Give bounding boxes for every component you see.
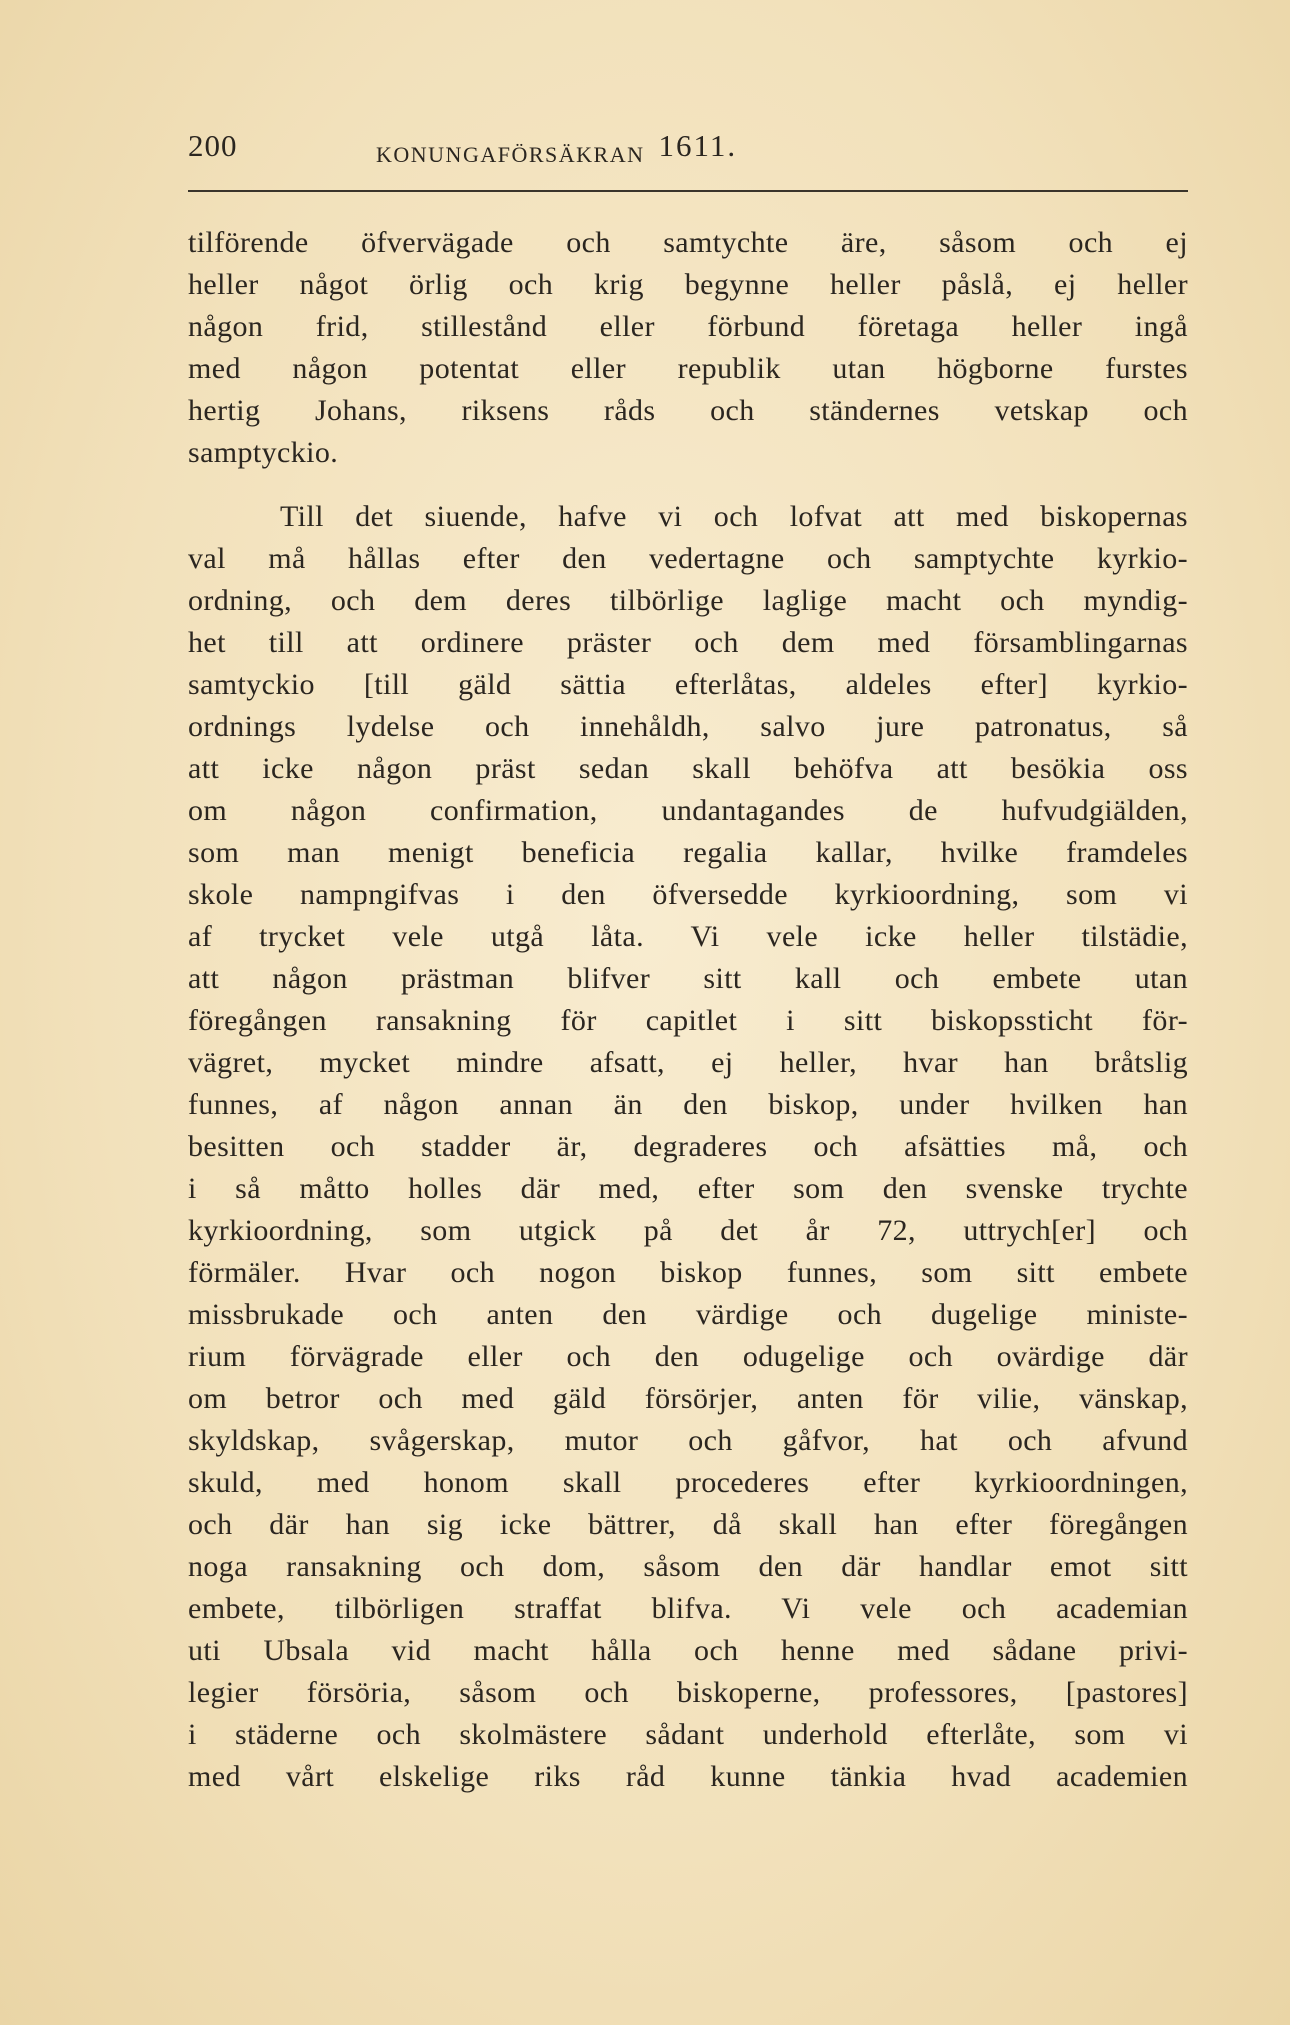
text-line: om betror och med gäld försörjer, anten för vilie, vänskap, xyxy=(188,1382,1188,1415)
text-line: het till att ordinere präster och dem med församblingarnas xyxy=(188,626,1188,659)
text-line: hertig Johans, riksens råds och ständernes vetskap och xyxy=(188,394,1188,427)
paragraph-gap xyxy=(188,474,1188,496)
text-line: skole nampngifvas i den öfversedde kyrkioordning, som vi xyxy=(188,878,1188,911)
text-line: missbrukade och anten den värdige och dugelige ministe- xyxy=(188,1298,1188,1331)
text-line: samptyckio. xyxy=(188,436,339,469)
running-title-year: 1611. xyxy=(658,128,738,163)
text-line: uti Ubsala vid macht hålla och henne med sådane privi- xyxy=(188,1634,1188,1667)
text-line: om någon confirmation, undantagandes de hufvudgiälden, xyxy=(188,794,1188,827)
running-title xyxy=(376,128,738,170)
body-text xyxy=(188,222,1188,1798)
text-line: samtyckio [till gäld sättia efterlåtas, aldeles efter] kyrkio- xyxy=(188,668,1188,701)
text-line: Till det siuende, hafve vi och lofvat att med biskopernas xyxy=(280,500,1188,533)
text-line: heller något örlig och krig begynne heller påslå, ej heller xyxy=(188,268,1188,301)
text-line: vägret, mycket mindre afsatt, ej heller, hvar han bråtslig xyxy=(188,1046,1188,1079)
text-line: rium förvägrade eller och den odugelige och ovärdige där xyxy=(188,1340,1188,1373)
text-line: noga ransakning och dom, såsom den där handlar emot sitt xyxy=(188,1550,1188,1583)
paragraph-1 xyxy=(188,222,1188,474)
text-line: skyldskap, svågerskap, mutor och gåfvor, hat och afvund xyxy=(188,1424,1188,1457)
text-line: föregången ransakning för capitlet i sitt biskopssticht för- xyxy=(188,1004,1188,1037)
text-line: i så måtto holles där med, efter som den svenske trychte xyxy=(188,1172,1188,1205)
text-line: embete, tilbörligen straffat blifva. Vi vele och academian xyxy=(188,1592,1188,1625)
text-line: skuld, med honom skall procederes efter kyrkioordningen, xyxy=(188,1466,1188,1499)
text-line: med någon potentat eller republik utan högborne furstes xyxy=(188,352,1188,385)
text-line: funnes, af någon annan än den biskop, under hvilken han xyxy=(188,1088,1188,1121)
text-line: att icke någon präst sedan skall behöfva att besökia oss xyxy=(188,752,1188,785)
paragraph-2 xyxy=(188,496,1188,1798)
text-line: legier försöria, såsom och biskoperne, professores, [pastores] xyxy=(188,1676,1188,1709)
text-line: ordnings lydelse och innehåldh, salvo jure patronatus, så xyxy=(188,710,1188,743)
text-line: af trycket vele utgå låta. Vi vele icke heller tilstädie, xyxy=(188,920,1188,953)
running-head xyxy=(188,128,1188,172)
text-line: besitten och stadder är, degraderes och afsätties må, och xyxy=(188,1130,1188,1163)
text-line: att någon prästman blifver sitt kall och embete utan xyxy=(188,962,1188,995)
text-line: i städerne och skolmästere sådant underhold efterlåte, som vi xyxy=(188,1718,1188,1751)
running-title-text: KONUNGAFÖRSÄKRAN xyxy=(376,142,645,167)
page-number: 200 xyxy=(188,128,238,163)
text-line: med vårt elskelige riks råd kunne tänkia hvad academien xyxy=(188,1760,1188,1793)
header-rule xyxy=(188,190,1188,192)
text-line: ordning, och dem deres tilbörlige laglige macht och myndig- xyxy=(188,584,1188,617)
text-line: kyrkioordning, som utgick på det år 72, uttrych[er] och xyxy=(188,1214,1188,1247)
text-line: förmäler. Hvar och nogon biskop funnes, som sitt embete xyxy=(188,1256,1188,1289)
text-line: val må hållas efter den vedertagne och samptychte kyrkio- xyxy=(188,542,1188,575)
text-line: någon frid, stillestånd eller förbund företaga heller ingå xyxy=(188,310,1188,343)
text-line: och där han sig icke bättrer, då skall han efter föregången xyxy=(188,1508,1188,1541)
text-line: som man menigt beneficia regalia kallar, hvilke framdeles xyxy=(188,836,1188,869)
text-line: tilförende öfvervägade och samtychte äre, såsom och ej xyxy=(188,226,1188,259)
